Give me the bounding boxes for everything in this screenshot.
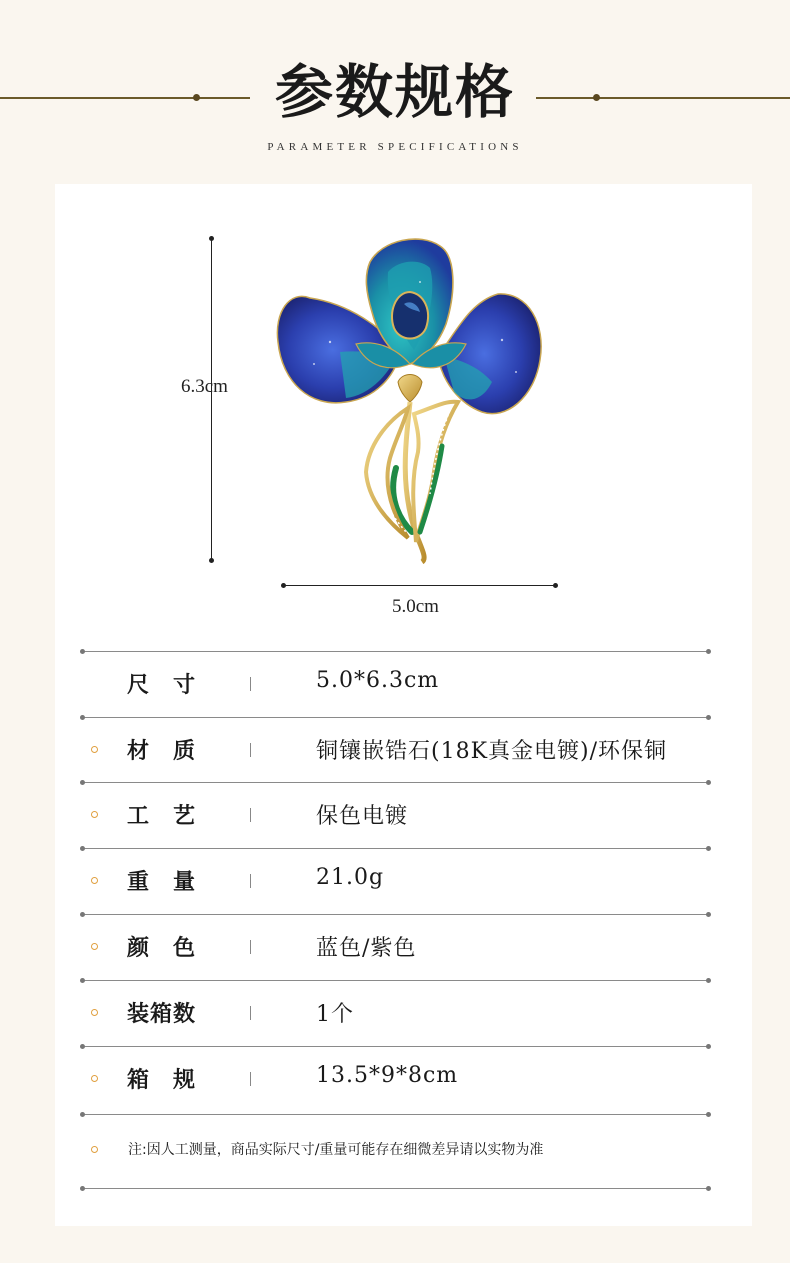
- page-subtitle: PARAMETER SPECIFICATIONS: [267, 141, 523, 153]
- bullet-icon: [91, 746, 98, 753]
- page-title: 参数规格: [274, 58, 515, 126]
- table-divider-dot: [706, 1186, 711, 1191]
- spec-row: [0, 915, 790, 981]
- spec-value: 5.0*6.3cm: [316, 668, 440, 693]
- bullet-icon: [91, 811, 98, 818]
- spec-value: 1个: [316, 1002, 354, 1027]
- spec-value: 铜镶嵌锆石(18K真金电镀)/环保铜: [316, 739, 668, 764]
- page-header: [0, 0, 790, 170]
- spec-label: 尺 寸: [127, 672, 197, 698]
- bullet-icon: [91, 943, 98, 950]
- width-dimension-right-dot: [553, 583, 558, 588]
- spec-label: 箱 规: [127, 1067, 197, 1093]
- bullet-icon: [91, 1009, 98, 1016]
- height-dimension-bottom-dot: [209, 558, 214, 563]
- bullet-icon: [91, 877, 98, 884]
- table-divider: [82, 1188, 708, 1189]
- height-dimension-label: 6.3cm: [181, 376, 228, 397]
- spec-separator: [250, 743, 251, 757]
- width-dimension-left-dot: [281, 583, 286, 588]
- height-dimension-line: [211, 238, 212, 561]
- spec-separator: [250, 1072, 251, 1086]
- spec-row: [0, 981, 790, 1047]
- spec-separator: [250, 1006, 251, 1020]
- spec-label: 重 量: [127, 869, 197, 895]
- spec-separator: [250, 677, 251, 691]
- table-divider-dot: [80, 1186, 85, 1191]
- note-bullet-icon: [91, 1146, 98, 1153]
- spec-value: 13.5*9*8cm: [316, 1063, 459, 1088]
- spec-row: [0, 783, 790, 849]
- spec-separator: [250, 808, 251, 822]
- spec-row: [0, 718, 790, 784]
- measurement-note: 注:因人工测量，商品实际尺寸/重量可能存在细微差异请以实物为准: [128, 1142, 544, 1158]
- bullet-icon: [91, 1075, 98, 1082]
- table-divider: [82, 1114, 708, 1115]
- spec-row: [0, 1047, 790, 1113]
- spec-value: 蓝色/紫色: [316, 936, 417, 961]
- spec-separator: [250, 874, 251, 888]
- iris-brooch-image: [270, 232, 550, 564]
- spec-value: 保色电镀: [316, 804, 409, 829]
- spec-row: [0, 652, 790, 718]
- spec-label: 装箱数: [127, 1001, 197, 1027]
- width-dimension-label: 5.0cm: [392, 596, 439, 617]
- width-dimension-line: [283, 585, 556, 586]
- spec-label: 工 艺: [127, 803, 197, 829]
- height-dimension-top-dot: [209, 236, 214, 241]
- spec-label: 材 质: [127, 738, 197, 764]
- spec-separator: [250, 940, 251, 954]
- spec-row: [0, 849, 790, 915]
- spec-label: 颜 色: [127, 935, 197, 961]
- spec-value: 21.0g: [316, 865, 385, 890]
